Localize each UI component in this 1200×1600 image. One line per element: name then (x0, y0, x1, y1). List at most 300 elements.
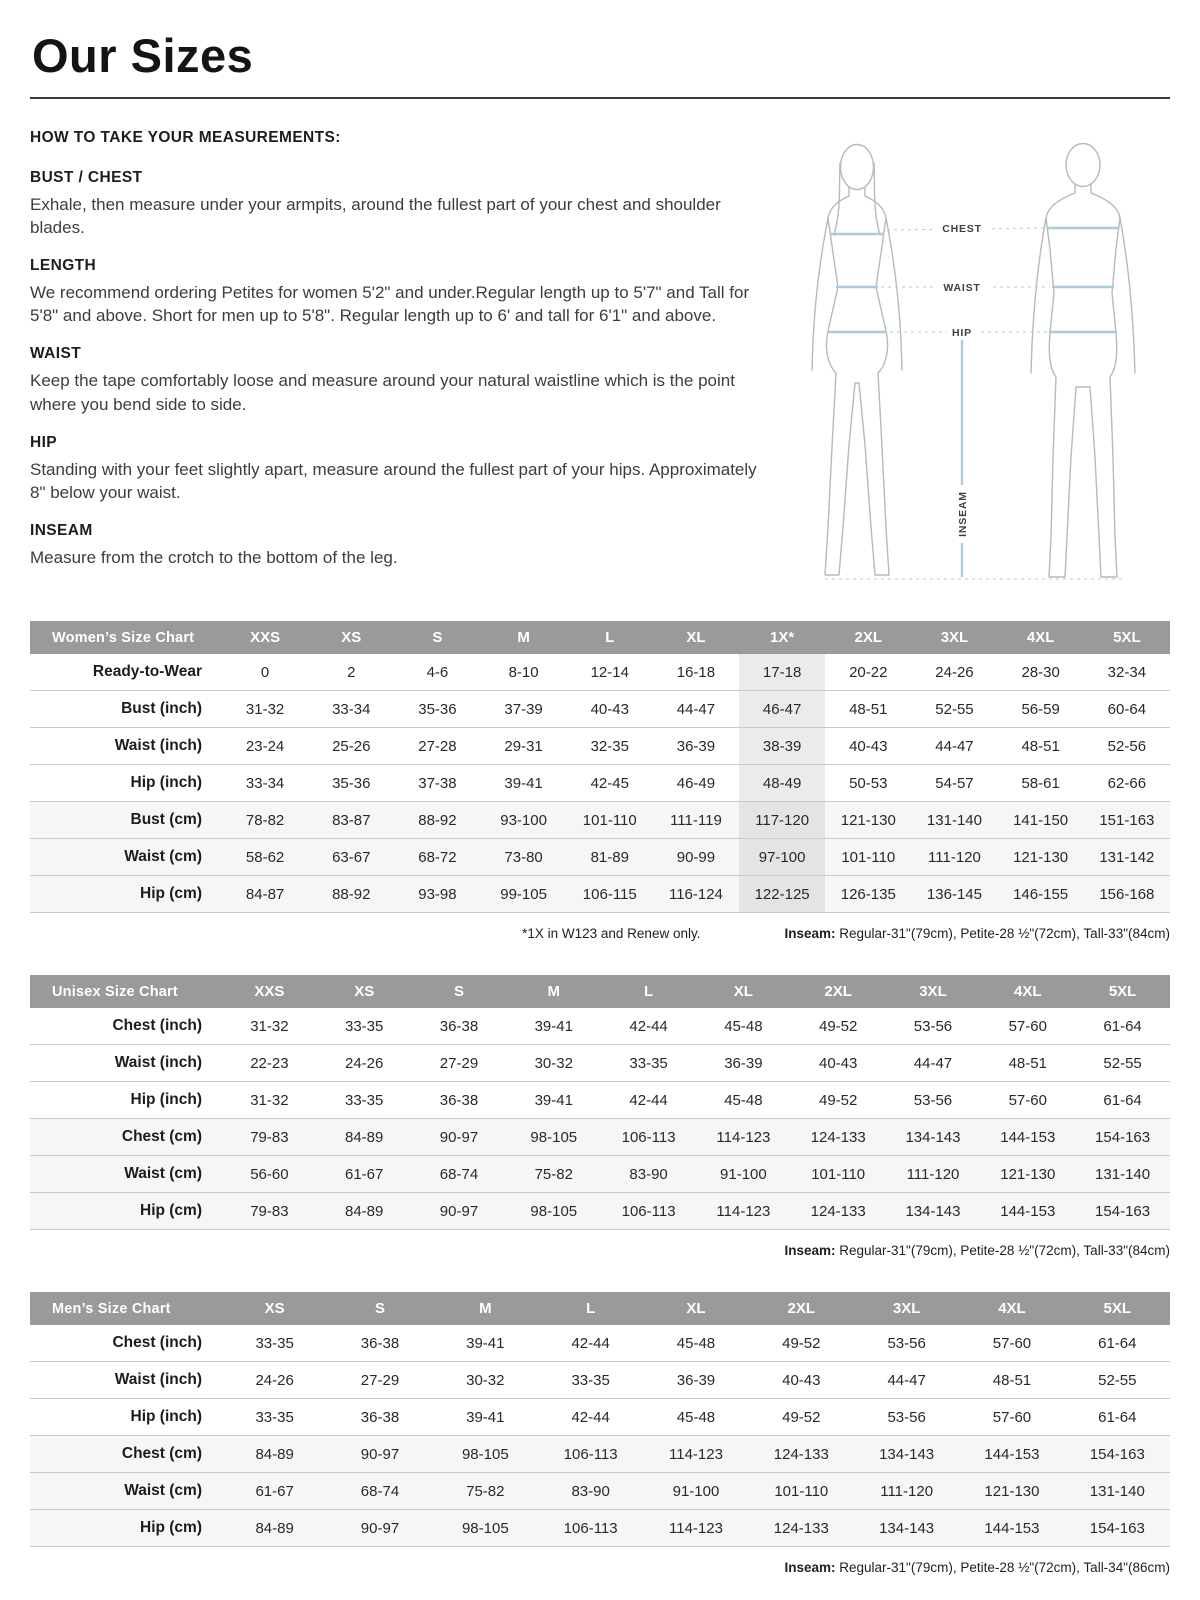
instruction-inseam (30, 522, 772, 569)
row-label: Hip (cm) (140, 1202, 202, 1219)
size-column-header: 5XL (1075, 975, 1170, 1008)
size-value: 146-155 (1013, 885, 1069, 903)
size-value: 98-105 (530, 1202, 578, 1220)
size-value: 144-153 (984, 1445, 1040, 1463)
size-value: 61-64 (1098, 1408, 1137, 1426)
size-value: 79-83 (250, 1128, 289, 1146)
row-label: Bust (cm) (130, 811, 202, 828)
size-row (30, 1008, 1170, 1045)
size-value: 33-35 (629, 1054, 668, 1072)
size-value: 32-34 (1107, 663, 1147, 681)
size-value: 4-6 (426, 663, 449, 681)
size-row (30, 1325, 1170, 1362)
mens-chart-footnotes (30, 1560, 1170, 1575)
size-row (30, 654, 1170, 691)
size-value: 124-133 (810, 1128, 866, 1146)
size-value: 52-55 (1098, 1371, 1137, 1389)
size-value: 53-56 (887, 1334, 926, 1352)
size-value: 106-113 (621, 1128, 676, 1146)
size-value: 79-83 (250, 1202, 289, 1220)
size-value: 36-39 (676, 1371, 716, 1389)
size-value: 91-100 (672, 1482, 720, 1500)
size-value: 84-89 (345, 1128, 384, 1146)
size-value: 106-113 (621, 1202, 676, 1220)
size-value: 40-43 (782, 1371, 821, 1389)
size-value: 61-64 (1103, 1017, 1142, 1035)
size-value: 90-97 (439, 1202, 479, 1220)
waist-label: WAIST (943, 282, 981, 294)
size-column-header: XS (222, 1292, 327, 1325)
size-value: 124-133 (773, 1445, 829, 1463)
table-title: Unisex Size Chart (30, 975, 222, 1008)
size-column-header: 5XL (1084, 621, 1170, 654)
size-column-header: S (412, 975, 507, 1008)
size-value: 42-45 (590, 774, 629, 792)
size-value: 48-49 (739, 765, 825, 802)
size-column-header: M (481, 621, 567, 654)
chest-label: CHEST (942, 223, 982, 235)
size-value: 88-92 (418, 811, 457, 829)
size-value: 144-153 (1000, 1128, 1056, 1146)
size-value: 121-130 (984, 1482, 1040, 1500)
size-value: 44-47 (887, 1371, 926, 1389)
row-label: Hip (inch) (130, 1091, 202, 1108)
size-value: 122-125 (739, 876, 825, 913)
instruction-waist (30, 345, 772, 415)
size-value: 154-163 (1089, 1519, 1145, 1537)
size-value: 68-72 (418, 848, 457, 866)
size-column-header: 3XL (886, 975, 981, 1008)
size-value: 93-100 (500, 811, 547, 829)
size-value: 42-44 (571, 1408, 610, 1426)
size-value: 48-51 (1008, 1054, 1047, 1072)
size-value: 78-82 (245, 811, 285, 829)
size-value: 62-66 (1107, 774, 1147, 792)
footnote-inseam: Inseam: Regular-31"(79cm), Petite-28 ½"(72cm), Tall-33"(84cm) (784, 926, 1170, 941)
instruction-length (30, 257, 772, 327)
size-column-header: XXS (222, 975, 317, 1008)
row-label: Waist (inch) (114, 1371, 202, 1388)
size-value: 24-26 (255, 1371, 294, 1389)
size-row (30, 1082, 1170, 1119)
unisex-size-chart (30, 975, 1170, 1230)
size-value: 154-163 (1089, 1445, 1145, 1463)
size-value: 114-123 (716, 1128, 771, 1146)
instruction-body: Exhale, then measure under your armpits, around the fullest part of your chest and shoulder blades. (30, 195, 721, 238)
size-value: 37-38 (418, 774, 457, 792)
instruction-body: We recommend ordering Petites for women 5'2" and under.Regular length up to 5'7" and Tall for 5'8" and above. Short for men up to 5'8". Regular length up to 6' and tall for 6'1" and above. (30, 283, 750, 326)
measurement-figure-illustration (794, 127, 1166, 597)
size-value: 154-163 (1095, 1202, 1151, 1220)
size-value: 121-130 (840, 811, 896, 829)
size-value: 57-60 (1008, 1017, 1047, 1035)
table-title: Women’s Size Chart (30, 621, 222, 654)
size-value: 121-130 (1000, 1165, 1056, 1183)
size-column-header: XS (308, 621, 394, 654)
size-value: 97-100 (739, 839, 825, 876)
size-value: 27-28 (418, 737, 457, 755)
instruction-title: INSEAM (30, 521, 93, 539)
size-value: 88-92 (332, 885, 371, 903)
size-column-header: XXS (222, 621, 308, 654)
mens-size-chart (30, 1292, 1170, 1547)
size-value: 68-74 (360, 1482, 400, 1500)
size-column-header: 3XL (911, 621, 997, 654)
size-value: 42-44 (629, 1091, 668, 1109)
womens-chart-footnotes (30, 926, 1170, 941)
womens-size-chart-section (30, 621, 1170, 941)
size-column-header: 5XL (1065, 1292, 1170, 1325)
row-label: Waist (inch) (114, 737, 202, 754)
size-value: 106-115 (582, 885, 637, 903)
size-value: 33-35 (255, 1334, 294, 1352)
size-value: 49-52 (818, 1017, 858, 1035)
size-column-header: 3XL (854, 1292, 959, 1325)
size-value: 60-64 (1107, 700, 1147, 718)
womens-size-chart (30, 621, 1170, 913)
mens-size-chart (30, 1292, 1170, 1547)
size-value: 61-64 (1103, 1091, 1142, 1109)
size-value: 58-61 (1021, 774, 1060, 792)
size-value: 98-105 (530, 1128, 578, 1146)
size-value: 52-55 (935, 700, 974, 718)
size-value: 49-52 (818, 1091, 858, 1109)
size-value: 46-49 (676, 774, 716, 792)
size-value: 39-41 (466, 1334, 505, 1352)
size-column-header: 2XL (749, 1292, 854, 1325)
size-value: 111-120 (906, 1165, 960, 1183)
size-value: 75-82 (534, 1165, 573, 1183)
instruction-bust-chest (30, 169, 772, 239)
womens-size-chart (30, 621, 1170, 913)
size-value: 134-143 (879, 1445, 935, 1463)
size-value: 39-41 (504, 774, 543, 792)
size-value: 68-74 (439, 1165, 479, 1183)
size-row (30, 1193, 1170, 1230)
size-value: 40-43 (818, 1054, 858, 1072)
size-value: 36-39 (676, 737, 716, 755)
size-value: 61-67 (255, 1482, 294, 1500)
size-value: 99-105 (500, 885, 547, 903)
size-value: 31-32 (250, 1091, 289, 1109)
size-column-header: L (538, 1292, 643, 1325)
size-column-header: 4XL (980, 975, 1075, 1008)
size-value: 83-87 (332, 811, 371, 829)
size-value: 24-26 (345, 1054, 384, 1072)
size-value: 83-90 (629, 1165, 668, 1183)
size-value: 84-89 (345, 1202, 384, 1220)
size-column-header: XL (643, 1292, 748, 1325)
row-label: Hip (cm) (140, 885, 202, 902)
size-value: 36-38 (439, 1091, 479, 1109)
size-value: 56-60 (250, 1165, 289, 1183)
instruction-hip (30, 434, 772, 504)
size-value: 116-124 (668, 885, 723, 903)
size-value: 45-48 (676, 1334, 716, 1352)
size-value: 39-41 (534, 1091, 573, 1109)
figure-panel (790, 123, 1170, 597)
row-label: Waist (cm) (124, 1165, 202, 1182)
unisex-size-chart-section (30, 975, 1170, 1258)
size-value: 33-35 (345, 1017, 384, 1035)
size-value: 33-34 (332, 700, 371, 718)
size-value: 91-100 (720, 1165, 767, 1183)
size-value: 39-41 (466, 1408, 505, 1426)
size-value: 57-60 (1008, 1091, 1047, 1109)
size-row (30, 876, 1170, 913)
size-value: 56-59 (1021, 700, 1060, 718)
size-value: 38-39 (739, 728, 825, 765)
row-label: Waist (cm) (124, 848, 202, 865)
size-value: 134-143 (905, 1202, 961, 1220)
size-value: 111-119 (670, 811, 722, 829)
size-value: 111-120 (928, 848, 981, 866)
row-label: Waist (inch) (114, 1054, 202, 1071)
size-value: 44-47 (676, 700, 716, 718)
size-column-header: 2XL (791, 975, 886, 1008)
size-value: 61-67 (345, 1165, 384, 1183)
size-value: 35-36 (332, 774, 371, 792)
size-value: 48-51 (1021, 737, 1060, 755)
size-value: 57-60 (992, 1408, 1032, 1426)
size-value: 144-153 (984, 1519, 1040, 1537)
size-value: 48-51 (992, 1371, 1032, 1389)
size-column-header: 4XL (959, 1292, 1064, 1325)
size-value: 53-56 (913, 1017, 953, 1035)
size-value: 151-163 (1099, 811, 1155, 829)
size-row (30, 802, 1170, 839)
size-value: 36-38 (360, 1334, 400, 1352)
size-value: 90-97 (439, 1128, 479, 1146)
size-column-header: 1X* (739, 621, 825, 654)
size-value: 156-168 (1099, 885, 1155, 903)
size-value: 101-110 (582, 811, 637, 829)
row-label: Hip (inch) (130, 1408, 202, 1425)
size-row (30, 1045, 1170, 1082)
size-value: 154-163 (1095, 1128, 1151, 1146)
size-value: 63-67 (332, 848, 371, 866)
size-value: 16-18 (676, 663, 716, 681)
size-value: 36-38 (360, 1408, 400, 1426)
size-value: 114-123 (669, 1519, 723, 1537)
size-value: 131-140 (1089, 1482, 1145, 1500)
size-row (30, 1156, 1170, 1193)
size-value: 44-47 (935, 737, 974, 755)
row-label: Chest (cm) (121, 1445, 202, 1462)
size-value: 28-30 (1021, 663, 1060, 681)
size-column-header: L (601, 975, 696, 1008)
size-value: 73-80 (504, 848, 543, 866)
size-column-header: XL (653, 621, 739, 654)
size-value: 131-142 (1099, 848, 1155, 866)
size-value: 121-130 (1013, 848, 1069, 866)
page-title: Our Sizes (32, 29, 254, 82)
size-value: 31-32 (245, 700, 285, 718)
size-value: 84-87 (245, 885, 285, 903)
size-value: 17-18 (739, 654, 825, 691)
size-column-header: XS (317, 975, 412, 1008)
size-value: 49-52 (782, 1408, 821, 1426)
size-value: 48-51 (849, 700, 888, 718)
size-value: 126-135 (840, 885, 896, 903)
table-title: Men’s Size Chart (30, 1292, 222, 1325)
size-row (30, 1399, 1170, 1436)
size-value: 144-153 (1000, 1202, 1056, 1220)
title-divider (30, 97, 1170, 99)
instruction-body: Measure from the crotch to the bottom of the leg. (30, 547, 398, 567)
instruction-title: WAIST (30, 345, 82, 363)
footnote-inseam: Inseam: Regular-31"(79cm), Petite-28 ½"(72cm), Tall-34"(86cm) (784, 1560, 1170, 1575)
size-value: 111-120 (880, 1482, 934, 1500)
size-row (30, 839, 1170, 876)
size-value: 33-35 (571, 1371, 610, 1389)
size-value: 20-22 (849, 663, 888, 681)
size-value: 52-56 (1107, 737, 1147, 755)
size-value: 124-133 (773, 1519, 829, 1537)
size-value: 23-24 (245, 737, 285, 755)
size-value: 57-60 (992, 1334, 1032, 1352)
size-value: 90-97 (360, 1445, 400, 1463)
size-value: 52-55 (1103, 1054, 1142, 1072)
row-label: Bust (inch) (121, 700, 202, 717)
size-column-header: L (567, 621, 653, 654)
size-value: 42-44 (629, 1017, 668, 1035)
size-column-header: S (394, 621, 480, 654)
size-value: 101-110 (841, 848, 896, 866)
instruction-title: BUST / CHEST (30, 169, 143, 186)
footnote-inseam: Inseam: Regular-31"(79cm), Petite-28 ½"(72cm), Tall-33"(84cm) (784, 1243, 1170, 1258)
size-value: 33-34 (245, 774, 285, 792)
size-value: 117-120 (739, 802, 825, 839)
size-value: 42-44 (571, 1334, 610, 1352)
size-value: 131-140 (926, 811, 982, 829)
row-label: Chest (inch) (112, 1017, 202, 1034)
instruction-body: Standing with your feet slightly apart, measure around the fullest part of your hips. Approximately 8" below your waist. (30, 459, 757, 502)
size-value: 31-32 (250, 1017, 289, 1035)
size-value: 2 (347, 663, 356, 681)
size-value: 29-31 (504, 737, 543, 755)
size-value: 24-26 (935, 663, 974, 681)
size-value: 141-150 (1013, 811, 1069, 829)
size-row (30, 1436, 1170, 1473)
size-value: 44-47 (913, 1054, 953, 1072)
unisex-chart-footnotes (30, 1243, 1170, 1258)
inseam-label: INSEAM (957, 491, 969, 537)
size-value: 98-105 (461, 1519, 509, 1537)
size-value: 33-35 (345, 1091, 384, 1109)
unisex-size-chart (30, 975, 1170, 1230)
size-value: 101-110 (811, 1165, 866, 1183)
size-value: 84-89 (255, 1445, 294, 1463)
size-value: 40-43 (849, 737, 888, 755)
measurement-instructions (30, 123, 772, 597)
size-value: 39-41 (534, 1017, 573, 1035)
size-value: 50-53 (849, 774, 888, 792)
size-value: 8-10 (508, 663, 539, 681)
size-value: 27-29 (360, 1371, 400, 1389)
size-value: 35-36 (418, 700, 457, 718)
size-value: 134-143 (905, 1128, 961, 1146)
size-value: 114-123 (716, 1202, 771, 1220)
size-value: 12-14 (590, 663, 629, 681)
size-value: 84-89 (255, 1519, 294, 1537)
size-value: 93-98 (418, 885, 457, 903)
size-value: 32-35 (590, 737, 629, 755)
size-value: 36-38 (439, 1017, 479, 1035)
size-value: 98-105 (461, 1445, 509, 1463)
size-row (30, 765, 1170, 802)
size-value: 90-97 (360, 1519, 400, 1537)
size-value: 114-123 (669, 1445, 723, 1463)
size-value: 106-113 (563, 1519, 618, 1537)
size-column-header: 2XL (825, 621, 911, 654)
hip-label: HIP (952, 327, 972, 339)
size-value: 81-89 (590, 848, 629, 866)
size-column-header: S (327, 1292, 432, 1325)
size-value: 83-90 (571, 1482, 610, 1500)
woman-figure-outline (812, 145, 902, 576)
size-value: 53-56 (887, 1408, 926, 1426)
size-row (30, 1119, 1170, 1156)
size-value: 131-140 (1095, 1165, 1151, 1183)
size-value: 33-35 (255, 1408, 294, 1426)
size-value: 40-43 (590, 700, 629, 718)
row-label: Chest (cm) (121, 1128, 202, 1145)
size-value: 37-39 (504, 700, 543, 718)
size-value: 75-82 (466, 1482, 505, 1500)
instruction-title: HIP (30, 433, 58, 451)
row-label: Hip (inch) (130, 774, 202, 791)
size-value: 45-48 (676, 1408, 716, 1426)
size-value: 36-39 (724, 1054, 763, 1072)
size-value: 136-145 (926, 885, 982, 903)
row-label: Chest (inch) (112, 1334, 202, 1351)
size-value: 46-47 (739, 691, 825, 728)
size-value: 49-52 (782, 1334, 821, 1352)
size-column-header: 4XL (998, 621, 1084, 654)
mens-size-chart-section (30, 1292, 1170, 1575)
footnote-1x: *1X in W123 and Renew only. (522, 926, 701, 941)
size-row (30, 1362, 1170, 1399)
size-value: 53-56 (913, 1091, 953, 1109)
size-value: 0 (260, 663, 270, 681)
size-value: 22-23 (250, 1054, 289, 1072)
size-value: 30-32 (534, 1054, 573, 1072)
instruction-title: LENGTH (30, 257, 97, 275)
size-value: 30-32 (466, 1371, 505, 1389)
size-row (30, 691, 1170, 728)
size-value: 134-143 (879, 1519, 935, 1537)
size-value: 90-99 (676, 848, 716, 866)
size-value: 54-57 (935, 774, 974, 792)
size-row (30, 728, 1170, 765)
row-label: Waist (cm) (124, 1482, 202, 1499)
size-row (30, 1510, 1170, 1547)
size-value: 45-48 (724, 1017, 763, 1035)
size-value: 45-48 (724, 1091, 763, 1109)
row-label: Ready-to-Wear (92, 663, 202, 680)
instructions-heading: HOW TO TAKE YOUR MEASUREMENTS: (30, 129, 341, 146)
row-label: Hip (cm) (140, 1519, 202, 1536)
size-value: 27-29 (439, 1054, 479, 1072)
size-column-header: M (433, 1292, 538, 1325)
size-column-header: XL (696, 975, 791, 1008)
man-figure-outline (1031, 144, 1135, 578)
size-value: 124-133 (810, 1202, 866, 1220)
instruction-body: Keep the tape comfortably loose and measure around your natural waistline which is the point where you bend side to side. (30, 371, 735, 414)
size-value: 25-26 (332, 737, 371, 755)
measurement-guide (30, 123, 1170, 597)
